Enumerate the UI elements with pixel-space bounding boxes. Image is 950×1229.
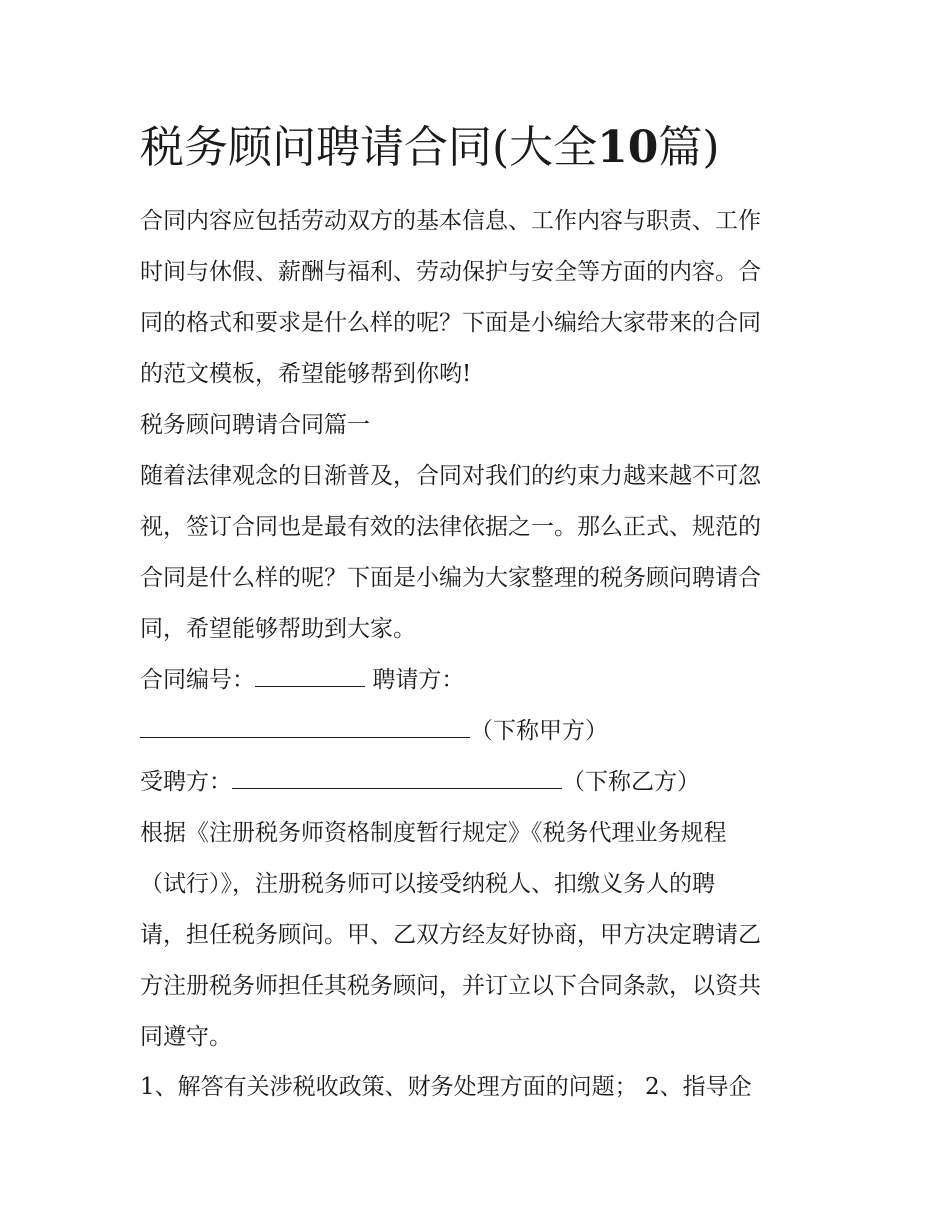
clause-line: 方注册税务师担任其税务顾问，并订立以下合同条款，以资共 — [140, 973, 761, 999]
clause-line: 请，担任税务顾问。甲、乙双方经友好协商，甲方决定聘请乙 — [140, 922, 761, 948]
party-a-row — [140, 706, 820, 757]
employer-blank — [140, 709, 470, 738]
title-suffix: 篇) — [658, 122, 720, 173]
employee-row — [140, 757, 820, 808]
numbered-list — [140, 1062, 820, 1113]
employee-label: 受聘方： — [140, 769, 232, 795]
employer-label: 聘请方： — [372, 667, 465, 693]
intro-line: 时间与休假、薪酬与福利、劳动保护与安全等方面的内容。合 — [140, 259, 761, 285]
employee-blank — [232, 760, 562, 789]
clause-line: （试行）》，注册税务师可以接受纳税人、扣缴义务人的聘 — [140, 871, 715, 897]
body-line: 合同是什么样的呢？下面是小编为大家整理的税务顾问聘请合 — [140, 565, 761, 591]
section-heading: 税务顾问聘请合同篇一 — [140, 412, 370, 438]
title-prefix: 税务顾问聘请合同(大全 — [140, 122, 598, 173]
body-line: 视，签订合同也是最有效的法律依据之一。那么正式、规范的 — [140, 514, 761, 540]
section-heading-block — [140, 400, 820, 451]
body-line: 随着法律观念的日渐普及，合同对我们的约束力越来越不可忽 — [140, 463, 761, 489]
body-line: 同，希望能够帮助到大家。 — [140, 616, 416, 642]
clause-line: 同遵守。 — [140, 1024, 232, 1050]
intro-line: 同的格式和要求是什么样的呢？下面是小编给大家带来的合同 — [140, 310, 761, 336]
party-a-note: （下称甲方） — [470, 718, 608, 744]
intro-line: 合同内容应包括劳动双方的基本信息、工作内容与职责、工作 — [140, 208, 761, 234]
intro-paragraph — [140, 196, 820, 400]
title-number: 10 — [597, 122, 659, 173]
contract-no-row — [140, 655, 820, 706]
clause-line: 根据《注册税务师资格制度暂行规定》《税务代理业务规程 — [140, 820, 727, 846]
intro-line: 的范文模板，希望能够帮到你哟! — [140, 361, 472, 387]
document-title — [140, 112, 840, 184]
body-paragraph — [140, 451, 820, 655]
party-b-note: （下称乙方） — [562, 769, 700, 795]
contract-no-blank — [255, 658, 365, 687]
clause-paragraph — [140, 808, 820, 1063]
contract-no-label: 合同编号： — [140, 667, 255, 693]
contract-form — [140, 655, 820, 808]
list-item: 1、解答有关涉税收政策、财务处理方面的问题； 2、指导企 — [140, 1074, 752, 1100]
